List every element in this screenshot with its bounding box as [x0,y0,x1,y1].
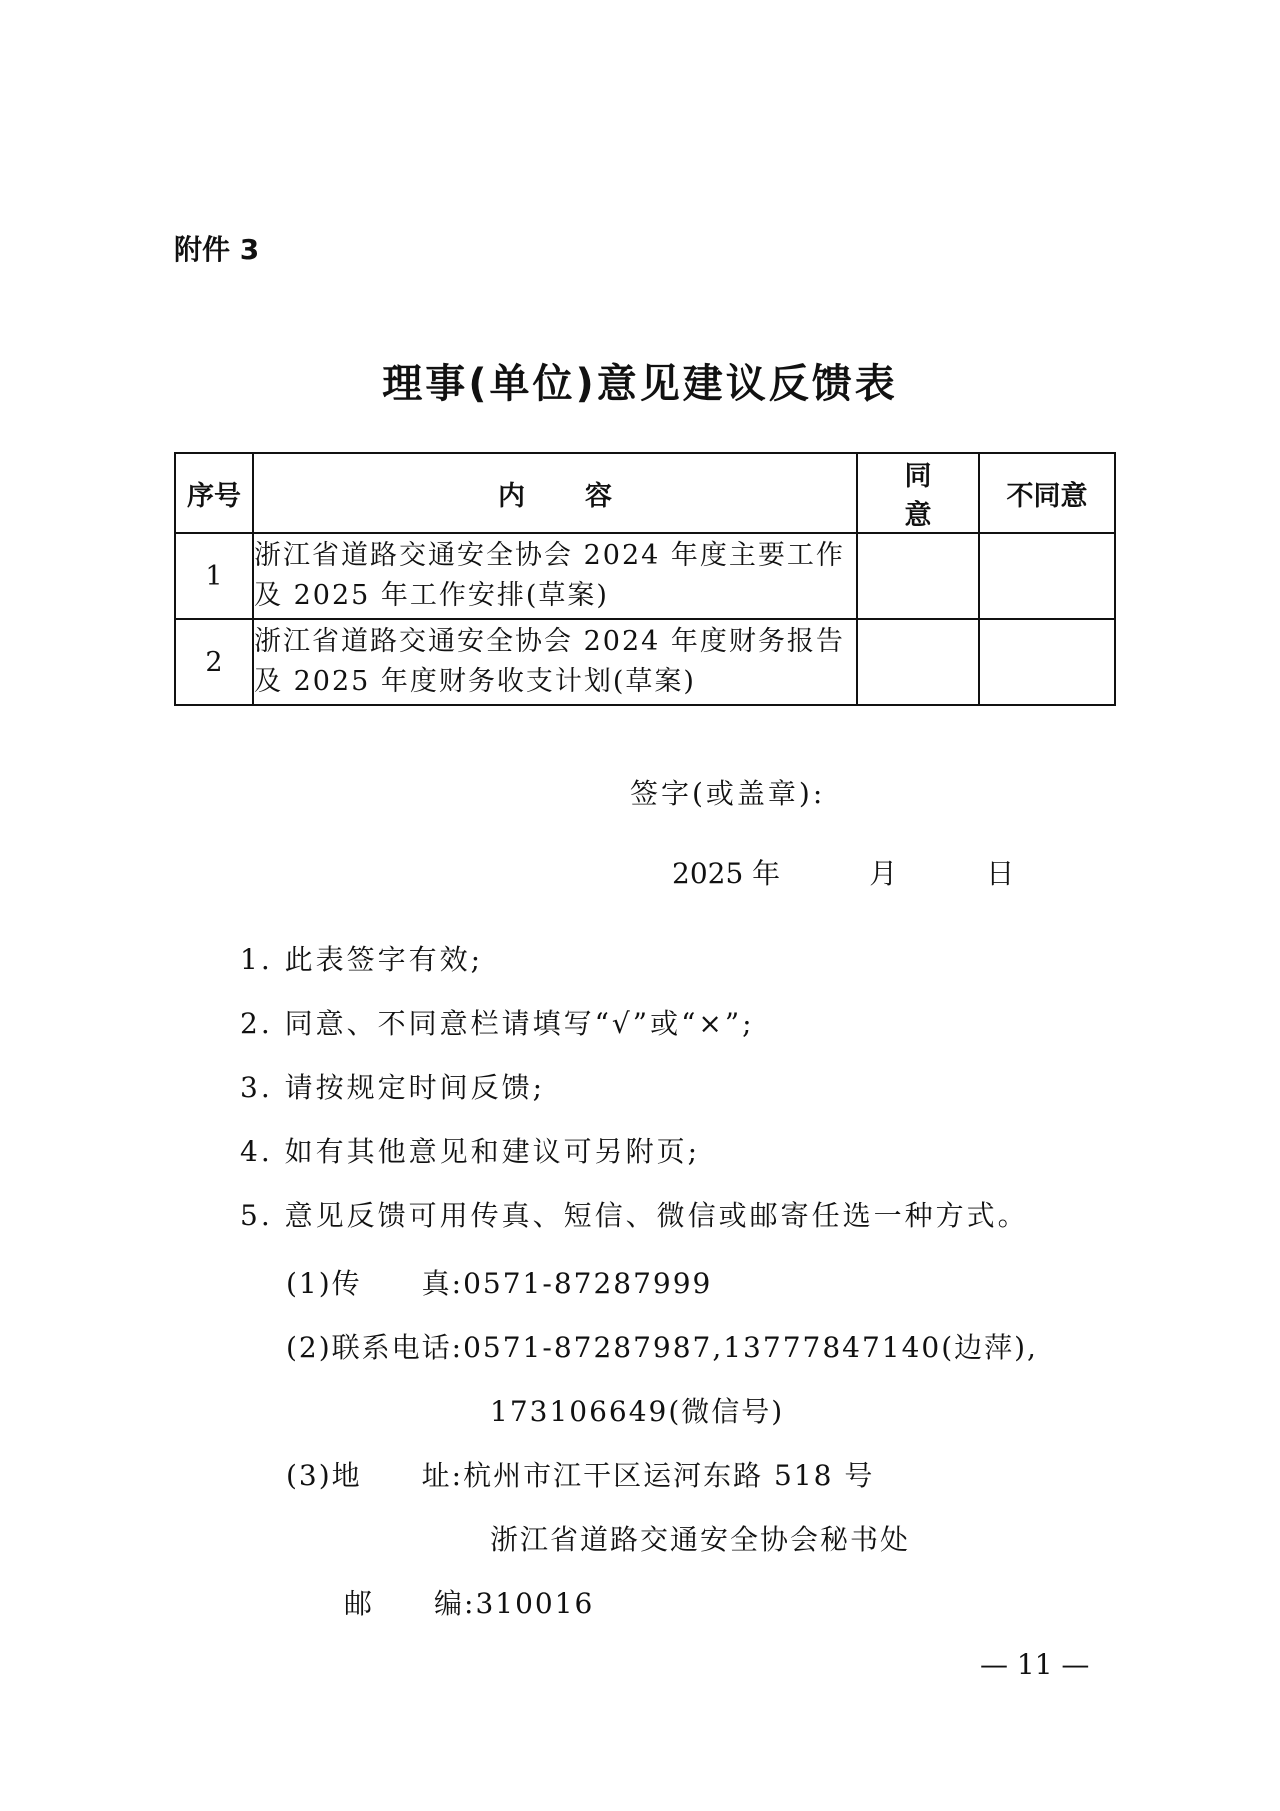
contact-phone: (2)联系电话:0571-87287987,13777847140(边萍), [286,1326,1038,1366]
fax-label: (1)传 真 [286,1267,452,1300]
date-day: 日 [986,857,1015,890]
note-item: 5. 意见反馈可用传真、短信、微信或邮寄任选一种方式。 [240,1199,1029,1232]
contact-address: (3)地 址:杭州市江干区运河东路 518 号 [286,1454,874,1494]
row-index: 1 [175,533,253,619]
header-disagree: 不同意 [979,453,1115,533]
postcode-label: 邮 编 [344,1587,465,1620]
note-item: 4. 如有其他意见和建议可另附页; [240,1135,701,1168]
phone-label: (2)联系电话 [286,1331,452,1364]
date-line [672,852,1014,892]
page-number: — 11 — [980,1648,1090,1681]
contact-fax: (1)传 真:0571-87287999 [286,1262,712,1302]
note-item: 1. 此表签字有效; [240,943,484,976]
contact-phone-line2: 173106649(微信号) [490,1395,785,1428]
table-header-row [175,453,1115,533]
note-item: 2. 同意、不同意栏请填写“√”或“×”; [240,1007,755,1040]
fax-value: 0571-87287999 [463,1267,713,1300]
address-value: 杭州市江干区运河东路 518 号 [463,1459,875,1492]
phone-value: 0571-87287987,13777847140(边萍), [463,1331,1038,1364]
contact-postcode: 邮 编:310016 [344,1582,594,1622]
address-label: (3)地 址 [286,1459,452,1492]
note-item: 3. 请按规定时间反馈; [240,1071,546,1104]
date-month: 月 [869,857,898,890]
agree-cell[interactable] [857,619,979,705]
signature-label: 签字(或盖章): [630,777,826,810]
notes-list [240,940,1110,1260]
feedback-table [174,452,1116,706]
date-year: 2025 年 [672,857,781,890]
attachment-label: 附件 3 [174,233,260,266]
table-row [175,533,1115,619]
header-index: 序号 [175,453,253,533]
agree-cell[interactable] [857,533,979,619]
row-index: 2 [175,619,253,705]
row-content: 浙江省道路交通安全协会 2024 年度主要工作及 2025 年工作安排(草案) [253,533,857,619]
disagree-cell[interactable] [979,533,1115,619]
document-title: 理事(单位)意见建议反馈表 [382,361,898,407]
row-content: 浙江省道路交通安全协会 2024 年度财务报告及 2025 年度财务收支计划(草案) [253,619,857,705]
contact-address-line2: 浙江省道路交通安全协会秘书处 [490,1523,911,1556]
disagree-cell[interactable] [979,619,1115,705]
table-row [175,619,1115,705]
postcode-value: 310016 [475,1587,595,1620]
header-agree: 同意 [857,453,979,533]
header-content: 内容 [253,453,857,533]
